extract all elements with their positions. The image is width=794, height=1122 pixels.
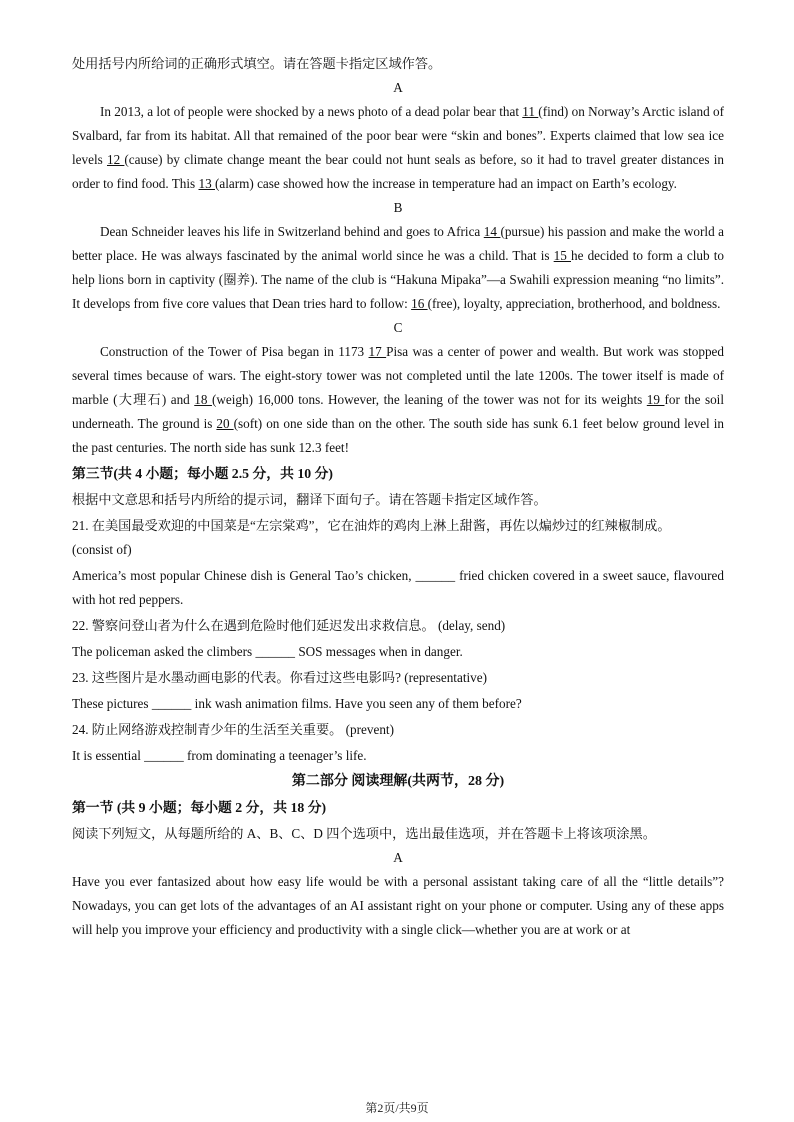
blank-14: 14 bbox=[483, 224, 501, 239]
blank-19: 19 bbox=[646, 392, 665, 407]
q23-chinese: 23. 这些图片是水墨动画电影的代表。你看过这些电影吗? (representative) bbox=[72, 670, 487, 685]
fill-blank-instruction: 处用括号内所给词的正确形式填空。请在答题卡指定区域作答。 bbox=[72, 56, 442, 71]
passage-text: (pursue) his passion and make the world a better place. He was always fascinated by the animal world since he was a child. That is bbox=[72, 224, 725, 263]
passage-text: Pisa was a center of power and wealth. But work was stopped several times because of wars. The eight-story tower was not completed until the late 1200s. The tower itself is made of marble (大理石) and bbox=[72, 344, 724, 407]
passage-text: Construction of the Tower of Pisa began in 1173 bbox=[100, 344, 369, 359]
q21-english: America’s most popular Chinese dish is General Tao’s chicken, ______ fried chicken covered in a sweet sauce, flavoured with hot red peppers. bbox=[72, 568, 724, 607]
passage-text: Dean Schneider leaves his life in Switzerland behind and goes to Africa bbox=[100, 224, 484, 239]
blank-15: 15 bbox=[553, 248, 571, 263]
blank-20: 20 bbox=[216, 416, 234, 431]
passage-text: (weigh) 16,000 tons. However, the leaning of the tower was not for its weights bbox=[211, 392, 647, 407]
passage-text: (find) on Norway’s Arctic island of Svalbard, far from its habitat. All that remained of the poor bear were “skin and bones”. Experts claimed that low sea ice levels bbox=[72, 104, 724, 167]
passage-text: In 2013, a lot of people were shocked by a news photo of a dead polar bear that bbox=[100, 104, 523, 119]
passage-b-text bbox=[72, 220, 724, 316]
q24-english: It is essential ______ from dominating a teenager’s life. bbox=[72, 748, 367, 763]
part2-instruction: 阅读下列短文，从每题所给的 A、B、C、D 四个选项中，选出最佳选项，并在答题卡上将该项涂黑。 bbox=[72, 826, 656, 841]
passage-text: for the soil underneath. The ground is bbox=[72, 392, 725, 431]
q24-chinese: 24. 防止网络游戏控制青少年的生活至关重要。 (prevent) bbox=[72, 722, 394, 737]
passage-b-label: B bbox=[393, 200, 403, 215]
passage-text: (soft) on one side than on the other. The south side has sunk 6.1 feet below ground level in the past centuries. The north side has sunk 12.3 feet! bbox=[72, 416, 724, 455]
document-page bbox=[72, 52, 724, 942]
blank-11: 11 bbox=[522, 104, 539, 119]
section3-instruction: 根据中文意思和括号内所给的提示词，翻译下面句子。请在答题卡指定区域作答。 bbox=[72, 492, 547, 507]
passage-a-label: A bbox=[393, 80, 403, 95]
passage-a-text bbox=[72, 100, 724, 196]
blank-17: 17 bbox=[368, 344, 387, 359]
reading-a-text: Have you ever fantasized about how easy life would be with a personal assistant taking care of all the “little details”? Nowadays, you can get lots of the advantages of an AI assistant right on your phone or computer. Using any of these apps will help you improve your efficiency and productivity with a single click—whether you are at work or at bbox=[72, 874, 724, 937]
section3-title: 第三节(共 4 小题；每小题 2.5 分，共 10 分) bbox=[72, 466, 333, 481]
reading-a-label: A bbox=[393, 850, 403, 865]
q22-english: The policeman asked the climbers ______ SOS messages when in danger. bbox=[72, 644, 463, 659]
blank-12: 12 bbox=[106, 152, 125, 167]
blank-16: 16 bbox=[411, 296, 428, 311]
q21-hint: (consist of) bbox=[72, 542, 132, 557]
passage-text: he decided to form a club to help lions born in captivity (圈养). The name of the club is “Hakuna Mipaka”—a Swahili expression meaning “no limits”. It develops from five core values that Dean tries hard to follow: bbox=[72, 248, 724, 311]
blank-13: 13 bbox=[198, 176, 215, 191]
q23-english: These pictures ______ ink wash animation films. Have you seen any of them before? bbox=[72, 696, 522, 711]
passage-c-label: C bbox=[393, 320, 403, 335]
passage-c-text bbox=[72, 340, 724, 460]
q22-chinese: 22. 警察问登山者为什么在遇到危险时他们延迟发出求救信息。 (delay, send) bbox=[72, 618, 506, 633]
passage-text: (alarm) case showed how the increase in temperature had an impact on Earth’s ecology. bbox=[214, 176, 677, 191]
passage-text: (cause) by climate change meant the bear could not hunt seals as before, so it had to travel greater distances in order to find food. This bbox=[72, 152, 724, 191]
page-footer: 第2页/共9页 bbox=[365, 1101, 429, 1115]
blank-18: 18 bbox=[194, 392, 212, 407]
part2-section1-title: 第一节 (共 9 小题；每小题 2 分，共 18 分) bbox=[72, 800, 327, 815]
passage-text: (free), loyalty, appreciation, brotherhood, and boldness. bbox=[427, 296, 721, 311]
part2-title: 第二部分 阅读理解(共两节，28 分) bbox=[291, 774, 505, 789]
q21-chinese: 21. 在美国最受欢迎的中国菜是“左宗棠鸡”，它在油炸的鸡肉上淋上甜酱，再佐以煸炒过的红辣椒制成。 bbox=[72, 518, 671, 533]
